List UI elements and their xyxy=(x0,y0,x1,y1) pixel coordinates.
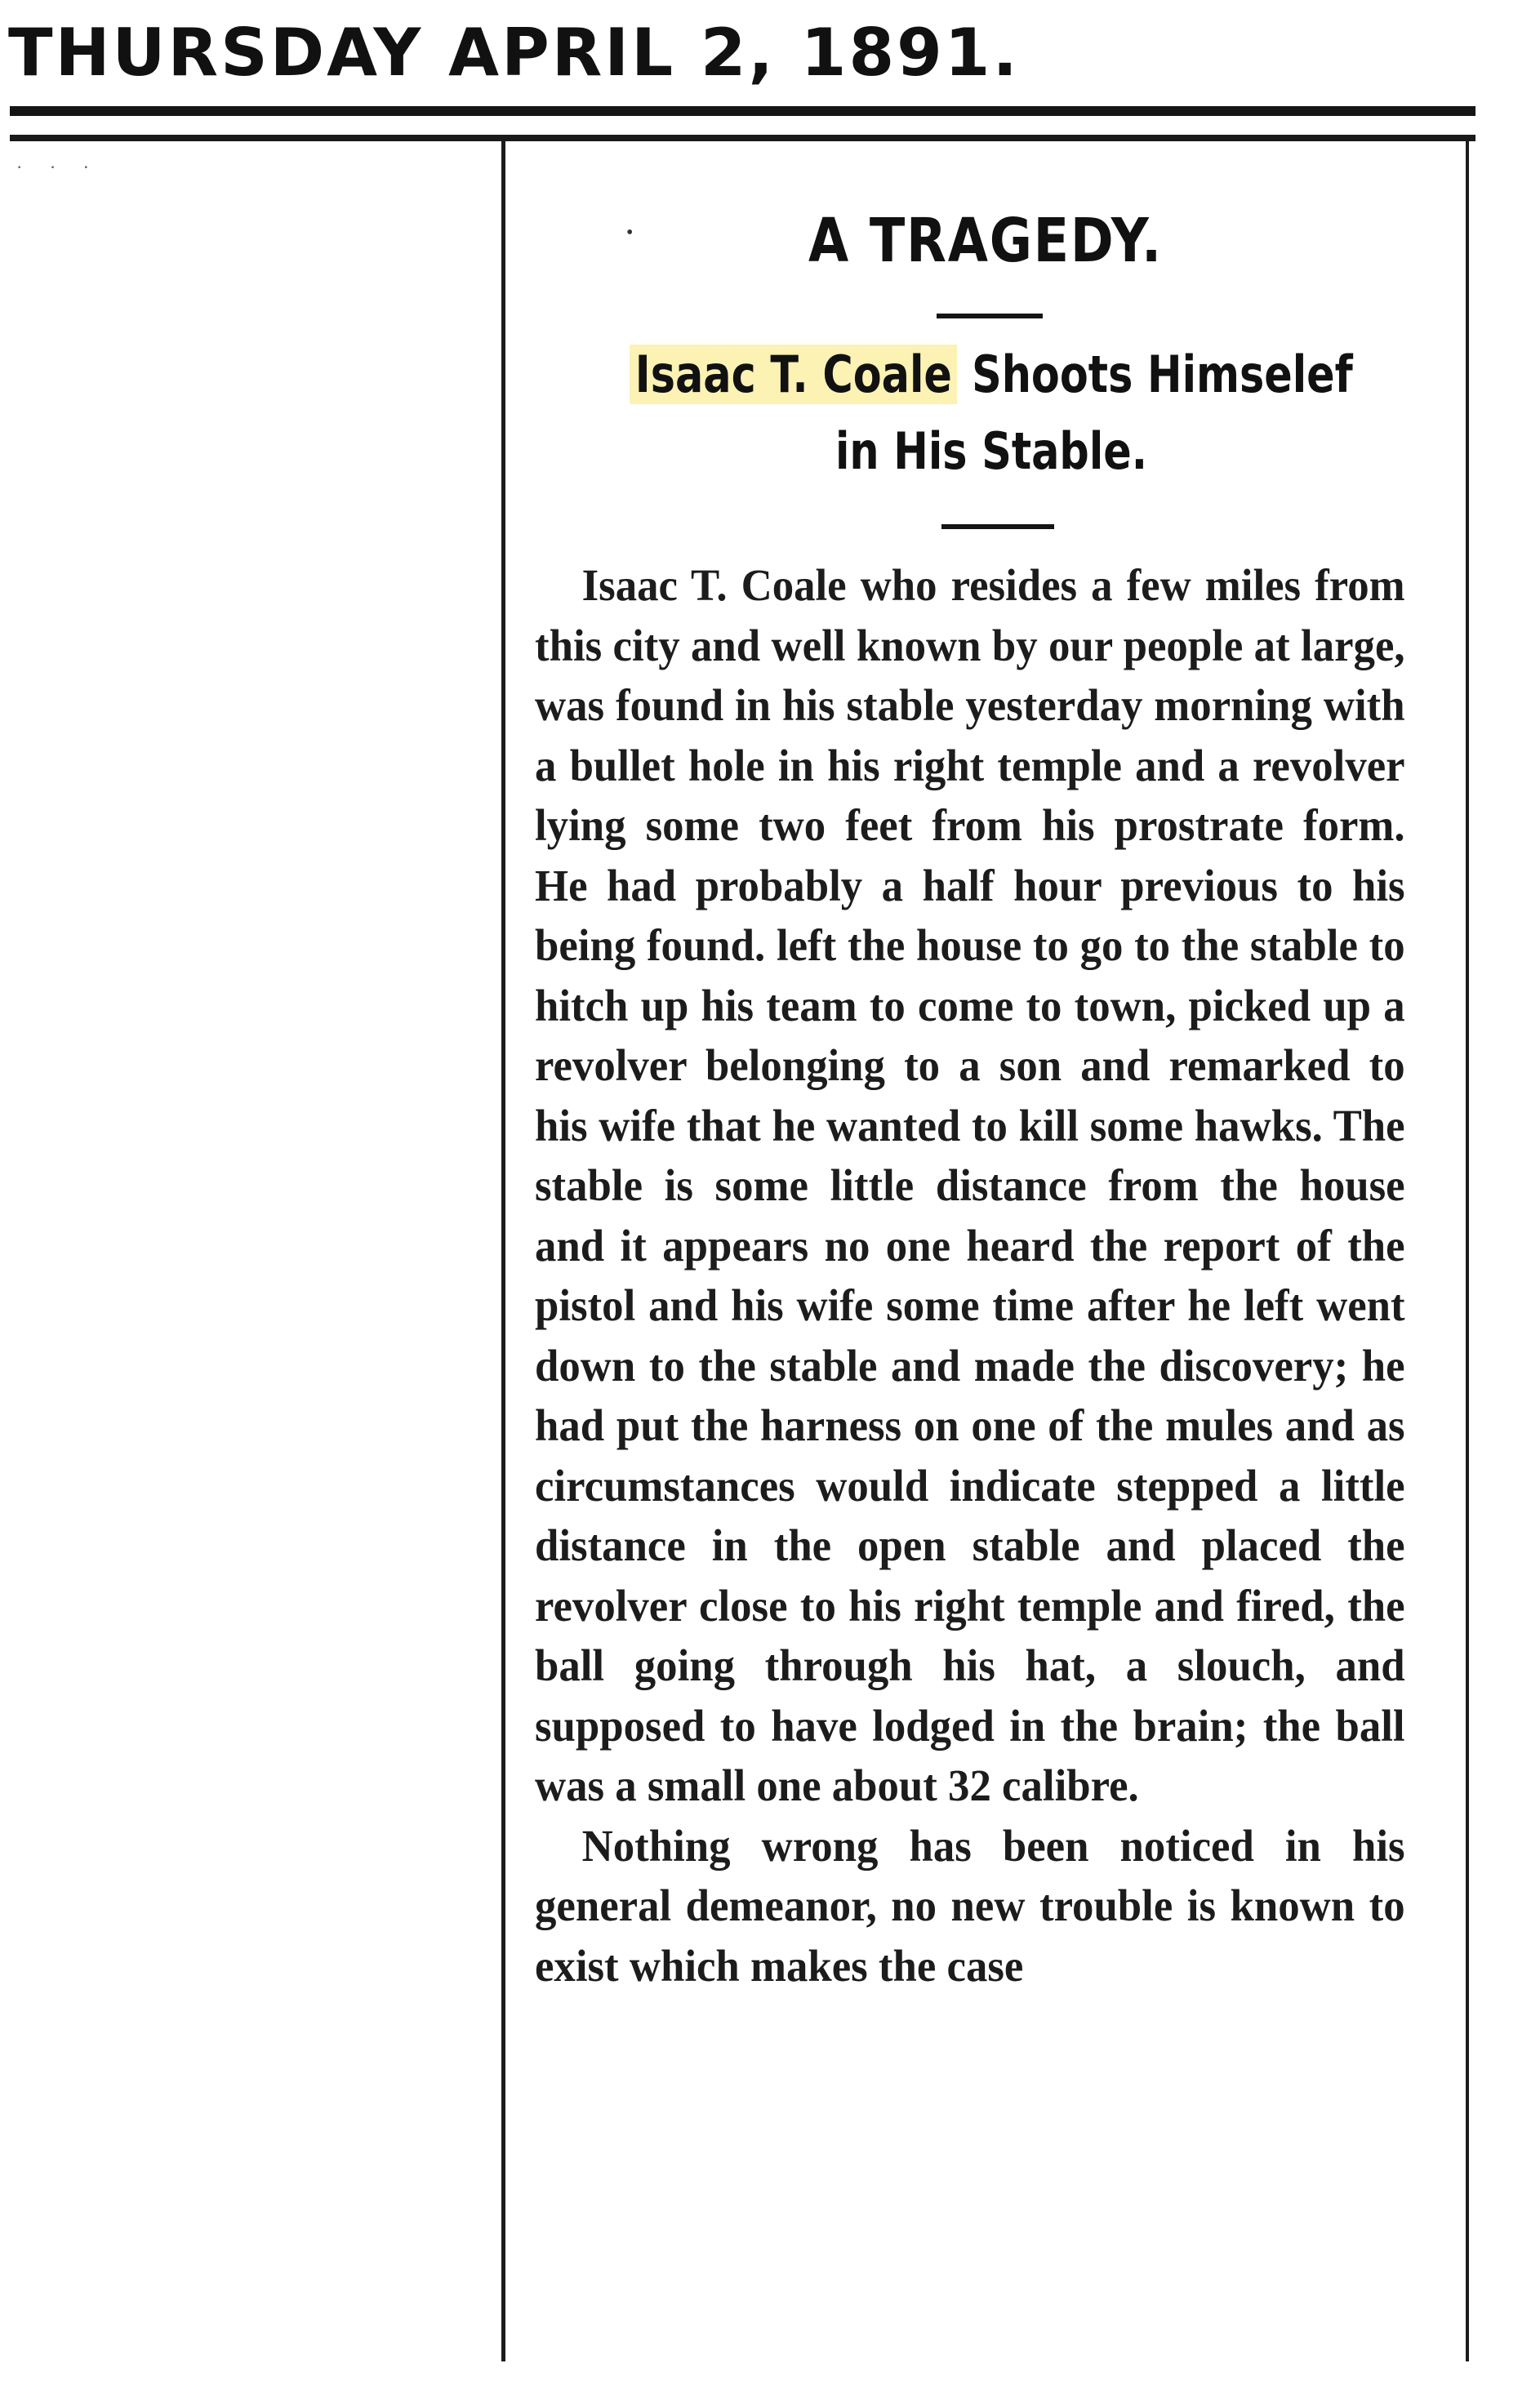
article-paragraph-2: Nothing wrong has been noticed in his general demeanor, no new trouble is known to exist which makes the case xyxy=(535,1820,1405,1991)
article-paragraph-1: Isaac T. Coale who resides a few miles from this city and well known by our people at large, was found in his stable yesterday morning with a bullet hole in his right temple and a revolver lying some two feet from his prostrate form. He had probably a half hour previous to his being found. left the house to go to the stable to hitch up his team to come to town, picked up a revolver belonging to a son and remarked to his wife that he wanted to kill some hawks. The stable is some little distance from the house and it appears no one heard the report of the pistol and his wife some time after he left went down to the stable and made the discovery; he had put the harness on one of the mules and as circumstances would indicate stepped a little distance in the open stable and placed the revolver close to his right temple and fired, the ball going through his hat, a slouch, and supposed to have lodged in the brain; the ball was a small one about 32 calibre. xyxy=(535,560,1405,1810)
subhead-divider xyxy=(941,524,1054,529)
print-speck: • xyxy=(626,222,634,243)
masthead-rule-thick xyxy=(10,106,1475,116)
subhead-rest: Shoots Himselef in His Stable. xyxy=(835,345,1353,481)
print-specks: · · · xyxy=(16,157,100,177)
highlighted-name: Isaac T. Coale xyxy=(630,345,957,404)
article-subhead xyxy=(607,336,1377,490)
headline-divider xyxy=(937,314,1043,318)
article-body xyxy=(535,555,1441,1996)
article-headline: A TRAGEDY. xyxy=(808,206,1163,276)
dateline: THURSDAY APRIL 2, 1891. xyxy=(8,15,1020,91)
article-column xyxy=(501,140,1469,2361)
